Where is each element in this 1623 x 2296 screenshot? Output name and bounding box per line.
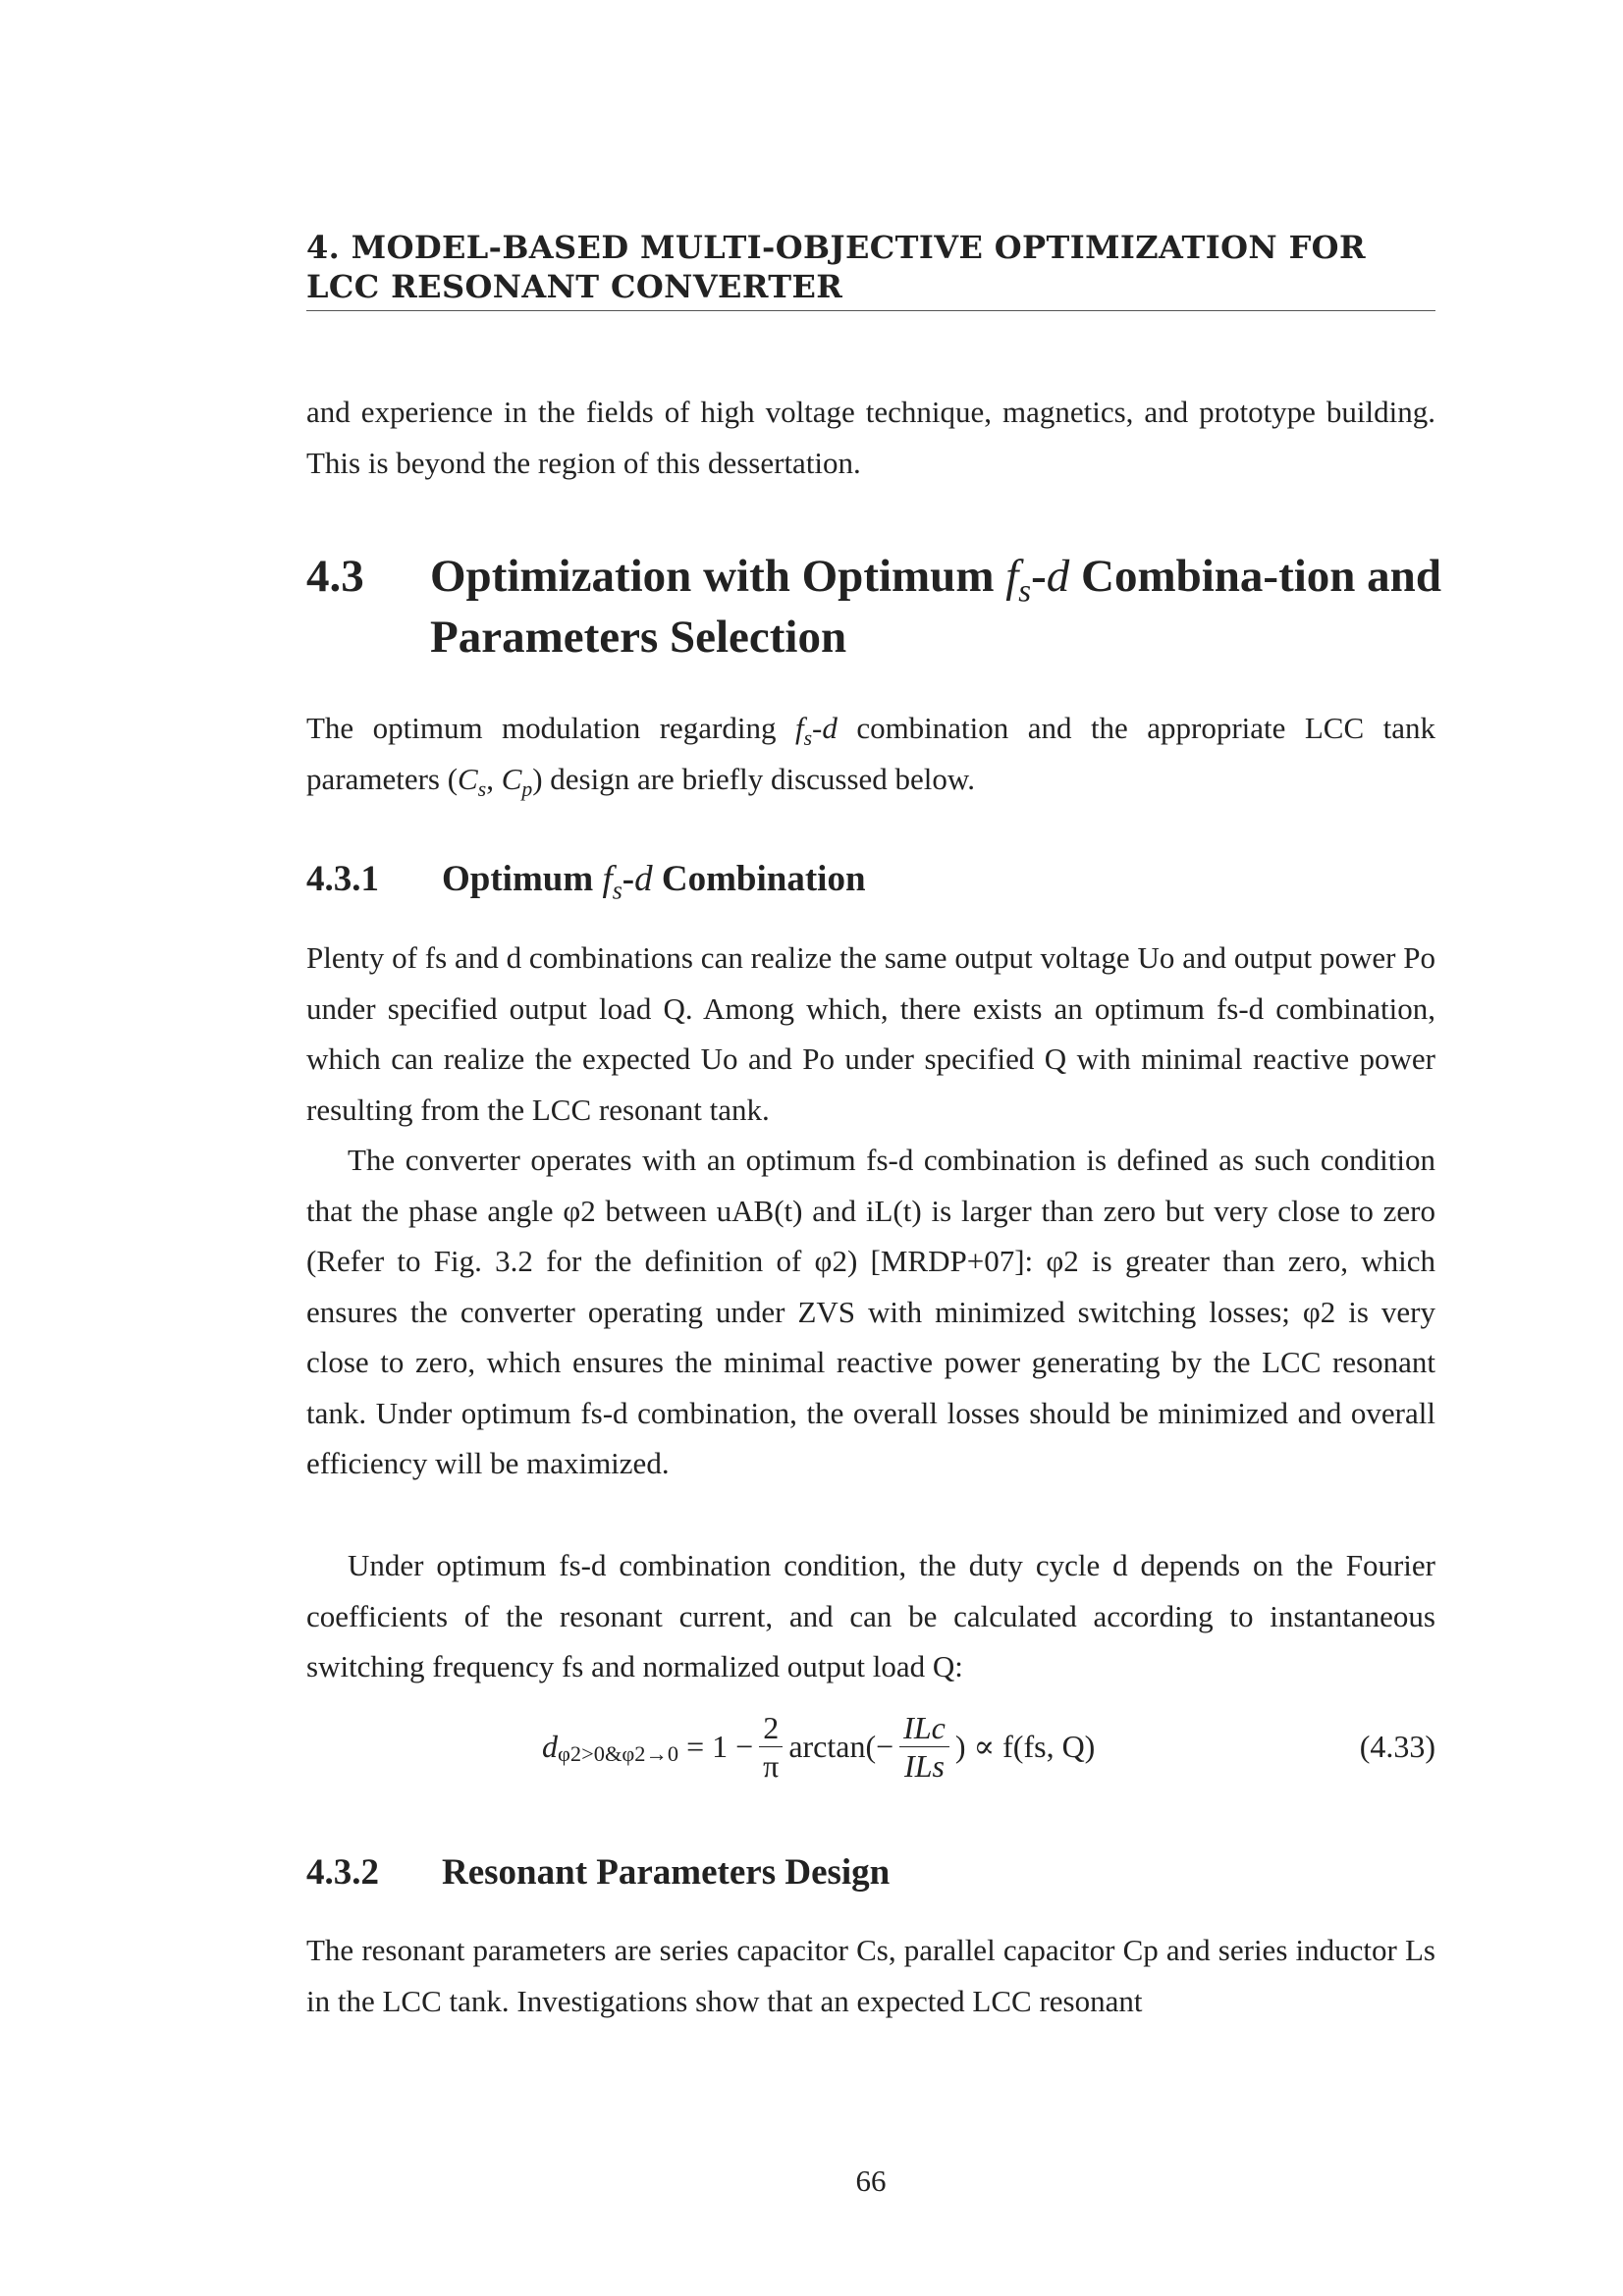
paragraph-resonant-parameters: The resonant parameters are series capacitor Cs, parallel capacitor Cp and series inductor Ls in the LCC tank. Investigations show that an expected LCC resonant	[306, 1933, 1435, 2018]
section-4-3-heading: 4.3 Optimization with Optimum $f_s-d$ Combina-tion and Parameters Selection	[306, 546, 1445, 667]
section-number: 4.3	[306, 551, 364, 602]
paragraph-optimum-definition: The converter operates with an optimum fs-d combination is defined as such condition that the phase angle φ2 between uAB(t) and iL(t) is larger than zero but very close to zero (Refer to Fig. 3.2 for the definition of φ2) [MRDP+07]: φ2 is greater than zero, which ensures the converter operating under ZVS with minimized switching losses; φ2 is very close to zero, which ensures the minimal reactive power generating by the LCC resonant tank. Under optimum fs-d combination, the overall losses should be minimized and overall efficiency will be maximized.	[306, 1143, 1435, 1480]
section-4-3-2-heading: 4.3.2 Resonant Parameters Design	[306, 1849, 1445, 1896]
section-title-part-2: Combina-tion and Parameters Selection	[430, 551, 1441, 663]
paragraph-duty-cycle: Under optimum fs-d combination condition, the duty cycle d depends on the Fourier coefficients of the resonant current, and can be calculated according to instantaneous switching frequency fs and normalized output load Q:	[306, 1548, 1435, 1683]
page-number: 66	[855, 2163, 887, 2198]
intro-paragraph: and experience in the fields of high voltage technique, magnetics, and prototype building. This is beyond the region of this dessertation.	[306, 395, 1435, 480]
paragraph-combinations: Plenty of fs and d combinations can realize the same output voltage Uo and output power Po under specified output load Q. Among which, there exists an optimum fs-d combination, which can realize the expected Uo and Po under specified Q with minimal reactive power resulting from the LCC resonant tank.	[306, 940, 1435, 1127]
equation-number: (4.33)	[1359, 1729, 1435, 1764]
running-head	[306, 228, 1435, 311]
section-4-3-intro: The optimum modulation regarding $f_s-d$ combination and the appropriate LCC tank parameters ($C_s$, $C_p$) design are briefly discussed below.	[306, 711, 1435, 801]
subsection-number: 4.3.1	[306, 859, 379, 899]
subsection-number: 4.3.2	[306, 1852, 379, 1893]
running-head-line-2: LCC RESONANT CONVERTER	[306, 268, 843, 305]
section-4-3-1-heading: 4.3.1 Optimum $f_s-d$ Combination	[306, 856, 1445, 903]
running-head-line-1: 4. MODEL-BASED MULTI-OBJECTIVE OPTIMIZATION FOR	[306, 229, 1366, 266]
equation-4-33: d $_{\varphi 2>0\&\varphi 2\to 0}$ = 1 − $\frac{2}{\pi}$ arctan(− $\frac{\text{ILc}}{\text{ILs}}$ ) ∝ f(fs, Q) (4.33)	[542, 1709, 1435, 1784]
section-title-part-1: Optimization with Optimum	[430, 551, 1006, 602]
fraction-current-ratio: $\frac{\text{ILc}}{\text{ILs}}$	[899, 1709, 949, 1785]
fraction-2-over-pi: $\frac{2}{\pi}$	[759, 1709, 783, 1785]
